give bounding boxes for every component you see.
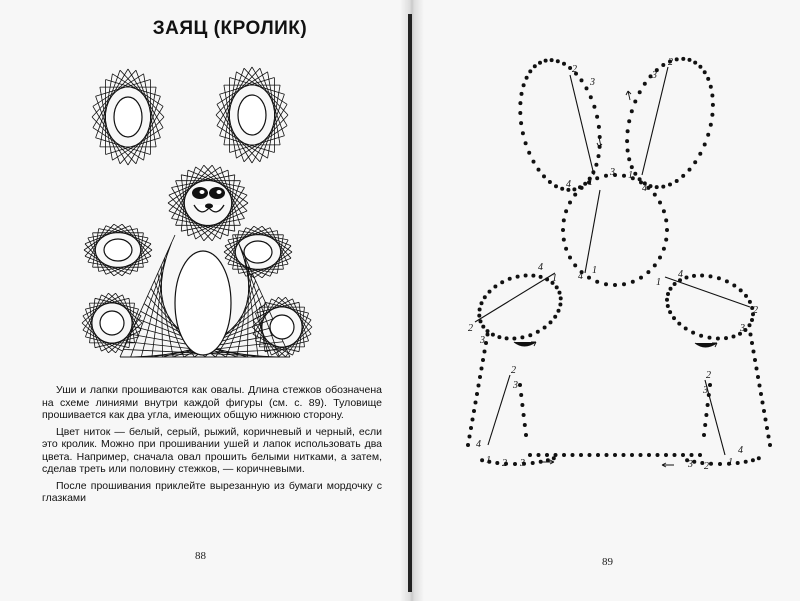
label-point: 2 [502,458,507,469]
label-point: 3 [610,167,615,178]
page-number-left: 88 [195,550,206,562]
label-point: 4 [678,269,683,280]
label-point: 2 [706,370,711,381]
point-labels [468,57,758,472]
label-point: 2 [753,305,758,316]
label-point: 3 [740,323,745,334]
label-point: 2 [668,57,673,68]
label-point: 3 [520,458,525,469]
label-point: 3 [590,77,595,88]
label-point: 2 [704,461,709,472]
label-point: 3 [513,380,518,391]
label-point: 3 [652,70,657,81]
label-point: 1 [656,277,661,288]
label-point: 4 [538,262,543,273]
label-point: 1 [592,265,597,276]
label-point: 2 [572,64,577,75]
page-title: ЗАЯЦ (КРОЛИК) [152,18,308,39]
paragraph-2: Цвет ниток — белый, серый, рыжий, коричневый и черный, если это кролик. Можно при прошивании ушей и лапок использовать два цвета. Например, сначала овал прошить белыми нитками, а затем, сделав треть или половину стежков, — коричневыми. [42,425,382,475]
page-number-right: 89 [602,556,613,568]
label-point: 3 [703,385,708,396]
label-point: 4 [738,445,743,456]
rabbit-face [192,187,225,212]
instruction-text [42,384,382,509]
label-point: 4 [566,179,571,190]
book-spine [408,14,412,592]
label-point: 2 [511,365,516,376]
label-point: 4 [476,439,481,450]
label-point: 1 [728,457,733,468]
string-art-rabbit-illustration [60,45,360,375]
label-point: 1 [588,177,593,188]
dot-outline [466,57,772,466]
dot-stitch-scheme [420,45,790,475]
paragraph-1: Уши и лапки прошиваются как овалы. Длина стежков обозначена на схеме линиями внутри каждой фигуры (см. с. 89). Туловище прошивается как два угла, имеющих общую нижнюю сторону. [42,384,382,421]
label-point: 1 [486,455,491,466]
label-point: 3 [688,459,693,470]
label-point: 1 [628,170,633,181]
label-point: 2 [468,323,473,334]
label-point: 4 [642,183,647,194]
label-point: 4 [578,271,583,282]
label-point: 3 [480,335,485,346]
label-point: 1 [552,273,557,284]
paragraph-3: После прошивания приклейте вырезанную из бумаги мордочку с глазками [42,479,382,504]
